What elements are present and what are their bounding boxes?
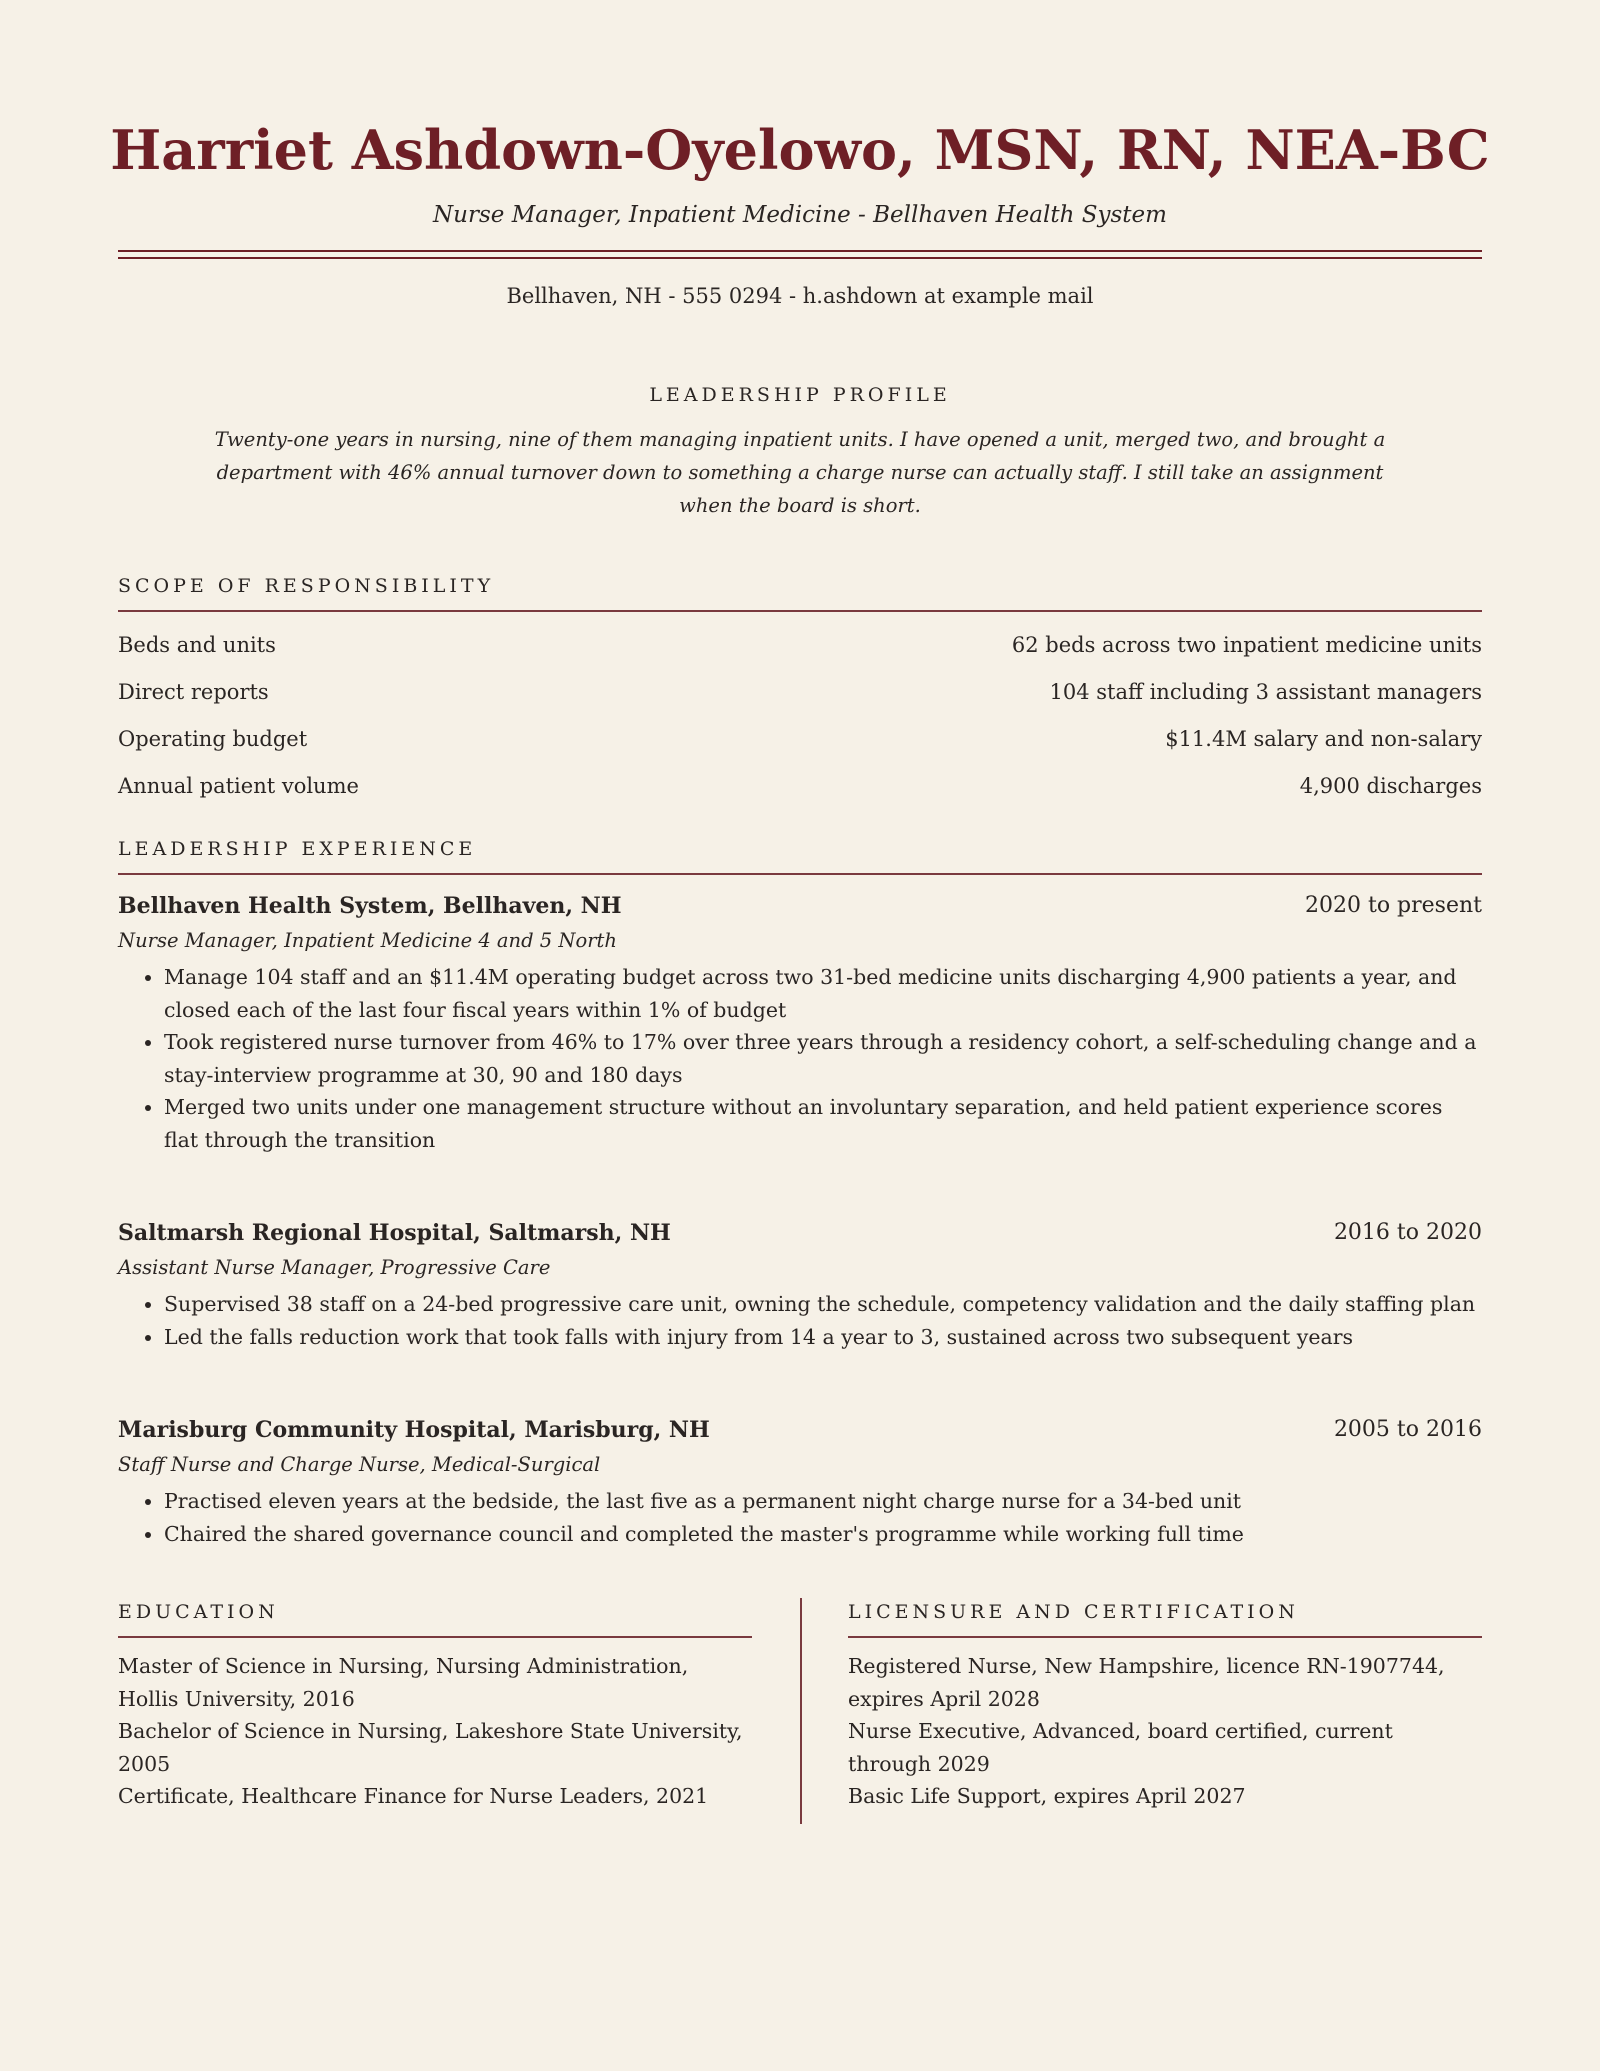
job-bullet: • Took registered nurse turnover from 46% to 17% over three years through a residency cohort, a self-scheduling change and a stay-interview programme at 30, 90 and 180 days bbox=[164, 1026, 1482, 1091]
job-bullet: • Supervised 38 staff on a 24-bed progressive care unit, owning the schedule, competency validation and the daily staffing plan bbox=[164, 1288, 1482, 1321]
job-bullet: • Led the falls reduction work that took falls with injury from 14 a year to 3, sustained across two subsequent years bbox=[164, 1321, 1482, 1354]
scope-label: Direct reports bbox=[118, 679, 269, 704]
job-header bbox=[118, 1413, 1482, 1447]
job-bullet: • Manage 104 staff and an $11.4M operating budget across two 31-bed medicine units discharging 4,900 patients a year, and closed each of the last four fiscal years within 1% of budget bbox=[164, 961, 1482, 1026]
scope-value: 62 beds across two inpatient medicine units bbox=[1011, 632, 1482, 657]
job-employer: Marisburg Community Hospital, Marisburg, NH bbox=[118, 1417, 710, 1443]
scope-rows bbox=[118, 621, 1482, 809]
scope-section bbox=[118, 572, 1482, 809]
job-bullet: • Chaired the shared governance council and completed the master's programme while working full time bbox=[164, 1518, 1482, 1551]
job-dates: 2016 to 2020 bbox=[1333, 1220, 1482, 1245]
job-employer: Bellhaven Health System, Bellhaven, NH bbox=[118, 893, 622, 919]
scope-label: Operating budget bbox=[118, 726, 308, 751]
profile-text: Twenty-one years in nursing, nine of them managing inpatient units. I have opened a unit, merged two, and brought a department with 46% annual turnover down to something a charge nurse can actually staff. I still take an assignment when the board is short. bbox=[214, 428, 1386, 517]
header-double-rule bbox=[118, 250, 1482, 259]
licensure-section bbox=[848, 1598, 1482, 1824]
education-item: Bachelor of Science in Nursing, Lakeshore State University, 2005 bbox=[118, 1719, 743, 1776]
licensure-item: Registered Nurse, New Hampshire, licence RN-1907744, expires April 2028 bbox=[848, 1654, 1445, 1711]
column-divider bbox=[800, 1598, 802, 1824]
job-bullet: • Merged two units under one management structure without an involuntary separation, and held patient experience scores flat through the transition bbox=[164, 1091, 1482, 1156]
licensure-list bbox=[848, 1650, 1482, 1813]
candidate-name: Harriet Ashdown-Oyelowo, MSN, RN, NEA-BC bbox=[110, 118, 1490, 182]
scope-row bbox=[118, 715, 1482, 762]
licensure-item: Basic Life Support, expires April 2027 bbox=[848, 1784, 1246, 1808]
experience-heading: LEADERSHIP EXPERIENCE bbox=[118, 835, 1482, 875]
job-entry bbox=[118, 1413, 1482, 1550]
job-entry bbox=[118, 889, 1482, 1156]
education-item: Master of Science in Nursing, Nursing Administration, Hollis University, 2016 bbox=[118, 1654, 689, 1711]
education-list bbox=[118, 1650, 752, 1813]
bottom-columns bbox=[118, 1598, 1482, 1824]
scope-row bbox=[118, 762, 1482, 809]
scope-value: $11.4M salary and non-salary bbox=[1165, 726, 1482, 751]
job-role: Nurse Manager, Inpatient Medicine 4 and 5 North bbox=[118, 929, 617, 952]
scope-value: 4,900 discharges bbox=[1299, 773, 1482, 798]
profile-heading: LEADERSHIP PROFILE bbox=[649, 384, 951, 406]
job-bullets bbox=[118, 961, 1482, 1156]
scope-label: Beds and units bbox=[118, 632, 276, 657]
contact-line: Bellhaven, NH - 555 0294 - h.ashdown at example mail bbox=[506, 284, 1094, 308]
scope-label: Annual patient volume bbox=[118, 773, 359, 798]
job-header bbox=[118, 889, 1482, 923]
education-heading: EDUCATION bbox=[118, 1598, 752, 1638]
job-header bbox=[118, 1216, 1482, 1250]
licensure-heading: LICENSURE AND CERTIFICATION bbox=[848, 1598, 1482, 1638]
scope-row bbox=[118, 668, 1482, 715]
scope-heading: SCOPE OF RESPONSIBILITY bbox=[118, 572, 1482, 612]
job-employer: Saltmarsh Regional Hospital, Saltmarsh, NH bbox=[118, 1220, 671, 1246]
candidate-tagline: Nurse Manager, Inpatient Medicine - Bellhaven Health System bbox=[433, 202, 1167, 228]
job-role: Staff Nurse and Charge Nurse, Medical-Surgical bbox=[118, 1453, 601, 1476]
scope-row bbox=[118, 621, 1482, 668]
experience-section bbox=[118, 835, 1482, 1550]
education-item: Certificate, Healthcare Finance for Nurse Leaders, 2021 bbox=[118, 1784, 709, 1808]
job-bullet: • Practised eleven years at the bedside, the last five as a permanent night charge nurse for a 34-bed unit bbox=[164, 1485, 1482, 1518]
job-bullets bbox=[118, 1288, 1482, 1353]
resume-header bbox=[0, 0, 1600, 311]
job-dates: 2020 to present bbox=[1305, 893, 1482, 918]
job-dates: 2005 to 2016 bbox=[1333, 1417, 1482, 1442]
education-section bbox=[118, 1598, 752, 1824]
scope-value: 104 staff including 3 assistant managers bbox=[1049, 679, 1482, 704]
job-entry bbox=[118, 1216, 1482, 1353]
licensure-item: Nurse Executive, Advanced, board certified, current through 2029 bbox=[848, 1719, 1393, 1776]
job-bullets bbox=[118, 1485, 1482, 1550]
job-role: Assistant Nurse Manager, Progressive Care bbox=[118, 1256, 551, 1279]
